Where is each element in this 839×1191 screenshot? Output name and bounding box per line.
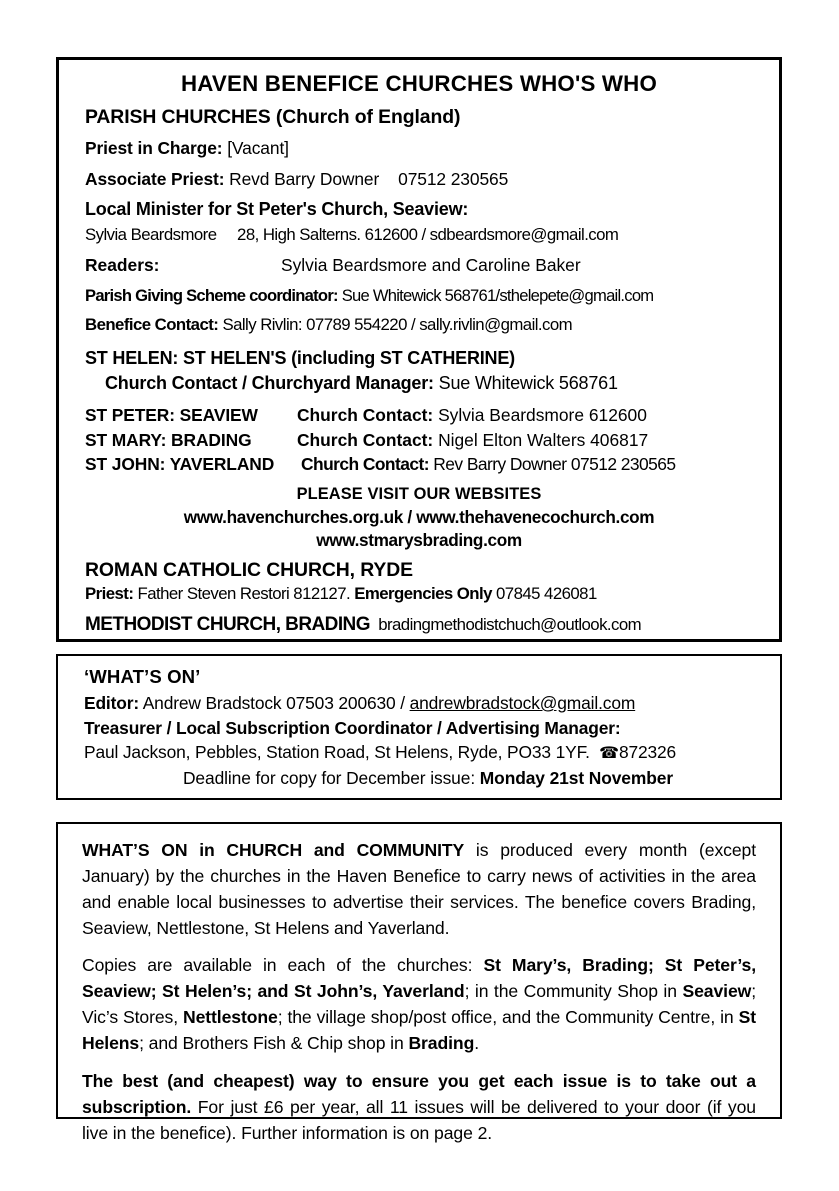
church-row-st-mary: [85, 428, 753, 453]
treasurer-row: [84, 740, 754, 765]
about-p2-g: .: [474, 1033, 480, 1054]
local-minister-row: [85, 223, 753, 247]
local-minister-name: Sylvia Beardsmore: [85, 224, 217, 244]
deadline-date: Monday 21st November: [479, 768, 674, 789]
church-contact-value-st-helen: Sue Whitewick 568761: [438, 373, 618, 394]
about-p2-a: Copies are available in each of the churches:: [82, 955, 484, 976]
about-paragraph-2: [82, 953, 756, 1056]
rc-priest-label: Priest:: [85, 583, 134, 603]
editor-label: Editor:: [84, 693, 139, 713]
readers-row: [85, 253, 753, 278]
benefice-contact-value: Sally Rivlin: 07789 554220 / sally.rivlin@gmail.com: [222, 315, 573, 335]
roman-catholic-heading: ROMAN CATHOLIC CHURCH, RYDE: [85, 558, 414, 581]
church-name-st-helen: ST HELEN: ST HELEN'S (including ST CATHERINE): [85, 347, 515, 368]
church-contact-value-st-peter: Sylvia Beardsmore 612600: [438, 405, 647, 425]
church-name-st-peter: ST PETER: SEAVIEW: [85, 405, 258, 425]
church-contact-label-st-helen: Church Contact / Churchyard Manager:: [105, 373, 434, 394]
church-contact-value-st-john: Rev Barry Downer 07512 230565: [433, 454, 676, 475]
rc-emergencies-label: Emergencies Only: [354, 583, 492, 603]
rc-emergencies-value: 07845 426081: [496, 583, 597, 603]
deadline-prefix: Deadline for copy for December issue:: [182, 768, 476, 789]
church-contact-label-st-mary: Church Contact:: [297, 429, 434, 450]
pgs-value: Sue Whitewick 568761/sthelepete@gmail.com: [341, 285, 654, 305]
website-line-1[interactable]: www.havenchurches.org.uk / www.thehavenecochurch.com: [183, 507, 655, 528]
local-minister-address: 28, High Salterns. 612600 / sdbeardsmore@gmail.com: [237, 224, 619, 244]
rc-priest-value: Father Steven Restori 812127.: [137, 583, 351, 603]
associate-priest-row: [85, 167, 753, 192]
methodist-row: [85, 612, 753, 639]
editor-email-link[interactable]: andrewbradstock@gmail.com: [409, 693, 636, 713]
about-p2-c: ; in the Community Shop in: [464, 981, 683, 1002]
methodist-heading: METHODIST CHURCH, BRADING: [85, 613, 370, 635]
websites-heading: PLEASE VISIT OUR WEBSITES: [296, 485, 542, 504]
priest-in-charge-row: [85, 136, 753, 161]
church-contact-label-st-john: Church Contact:: [301, 454, 429, 475]
about-p2-d: ; Vic’s Stores,: [82, 981, 757, 1028]
about-p2-st-helens: St Helens: [82, 1007, 756, 1054]
about-p3-rest: For just £6 per year, all 11 issues will be delivered to your door (if you live in the benefice). Further information is on page 2.: [82, 1096, 756, 1143]
church-row-st-john: [85, 452, 753, 477]
about-p1-bold: WHAT’S ON in CHURCH and COMMUNITY: [82, 840, 465, 860]
associate-priest-label: Associate Priest:: [85, 168, 225, 189]
section-heading-parish: PARISH CHURCHES (Church of England): [85, 106, 461, 128]
about-p2-brading: Brading: [408, 1033, 475, 1054]
about-p2-nettlestone: Nettlestone: [182, 1007, 278, 1028]
parish-giving-scheme-row: [85, 284, 753, 308]
church-contact-st-helen: [85, 371, 753, 397]
priest-in-charge-label: Priest in Charge:: [85, 138, 223, 158]
treasurer-phone: 872326: [618, 742, 677, 763]
readers-label: Readers:: [85, 254, 160, 275]
priest-in-charge-value: [Vacant]: [227, 138, 289, 158]
about-p2-seaview: Seaview: [682, 981, 752, 1002]
about-p2-e: ; the village shop/post office, and the Community Centre, in: [277, 1007, 739, 1028]
church-contact-label-st-peter: Church Contact:: [297, 405, 434, 425]
rc-priest-row: [85, 582, 753, 606]
page-title: HAVEN BENEFICE CHURCHES WHO'S WHO: [180, 71, 658, 96]
benefice-contact-label: Benefice Contact:: [85, 315, 219, 335]
deadline-row: [84, 765, 754, 791]
associate-priest-value: Revd Barry Downer: [229, 168, 380, 189]
about-publication-box: [56, 822, 782, 1143]
roles-heading-text: Treasurer / Local Subscription Coordinator / Advertising Manager:: [84, 717, 621, 738]
benefice-contact-row: [85, 313, 753, 337]
about-p2-f: ; and Brothers Fish & Chip shop in: [139, 1033, 409, 1054]
pgs-label: Parish Giving Scheme coordinator:: [85, 285, 338, 305]
treasurer-address: Paul Jackson, Pebbles, Station Road, St Helens, Ryde, PO33 1YF.: [84, 742, 590, 763]
church-contact-value-st-mary: Nigel Elton Walters 406817: [438, 429, 649, 450]
telephone-icon: ☎: [599, 743, 619, 763]
associate-priest-phone: 07512 230565: [398, 168, 509, 189]
website-line-2[interactable]: www.stmarysbrading.com: [316, 530, 522, 551]
church-name-st-mary: ST MARY: BRADING: [85, 429, 252, 450]
church-name-st-john: ST JOHN: YAVERLAND: [85, 454, 275, 475]
whats-on-title: ‘WHAT’S ON’: [84, 666, 201, 687]
about-p2-churches: St Mary’s, Brading; St Peter’s, Seaview; St Helen’s; and St John’s, Yaverland: [82, 955, 756, 1002]
editor-value: Andrew Bradstock 07503 200630 /: [142, 693, 410, 713]
methodist-email[interactable]: bradingmethodistchuch@outlook.com: [378, 614, 642, 634]
roles-heading: [84, 716, 754, 741]
readers-value: Sylvia Beardsmore and Caroline Baker: [281, 254, 581, 275]
about-paragraph-1: [82, 838, 756, 941]
about-p1-rest: is produced every month (except January) by the churches in the Haven Benefice to carry news of activities in the area and enable local businesses to advertise their services. The benefice covers Brading, Seaview, Nettlestone, St Helens and Yaverland.: [82, 840, 756, 938]
editor-row: [84, 691, 754, 716]
about-p3-bold: The best (and cheapest) way to ensure you get each issue is to take out a subscription.: [82, 1070, 756, 1117]
parish-churches-box: [56, 57, 782, 642]
about-paragraph-3: [82, 1069, 756, 1147]
church-row-st-peter: [85, 403, 753, 428]
whats-on-contacts-box: [56, 654, 782, 800]
local-minister-heading: Local Minister for St Peter's Church, Seaview:: [85, 199, 469, 220]
